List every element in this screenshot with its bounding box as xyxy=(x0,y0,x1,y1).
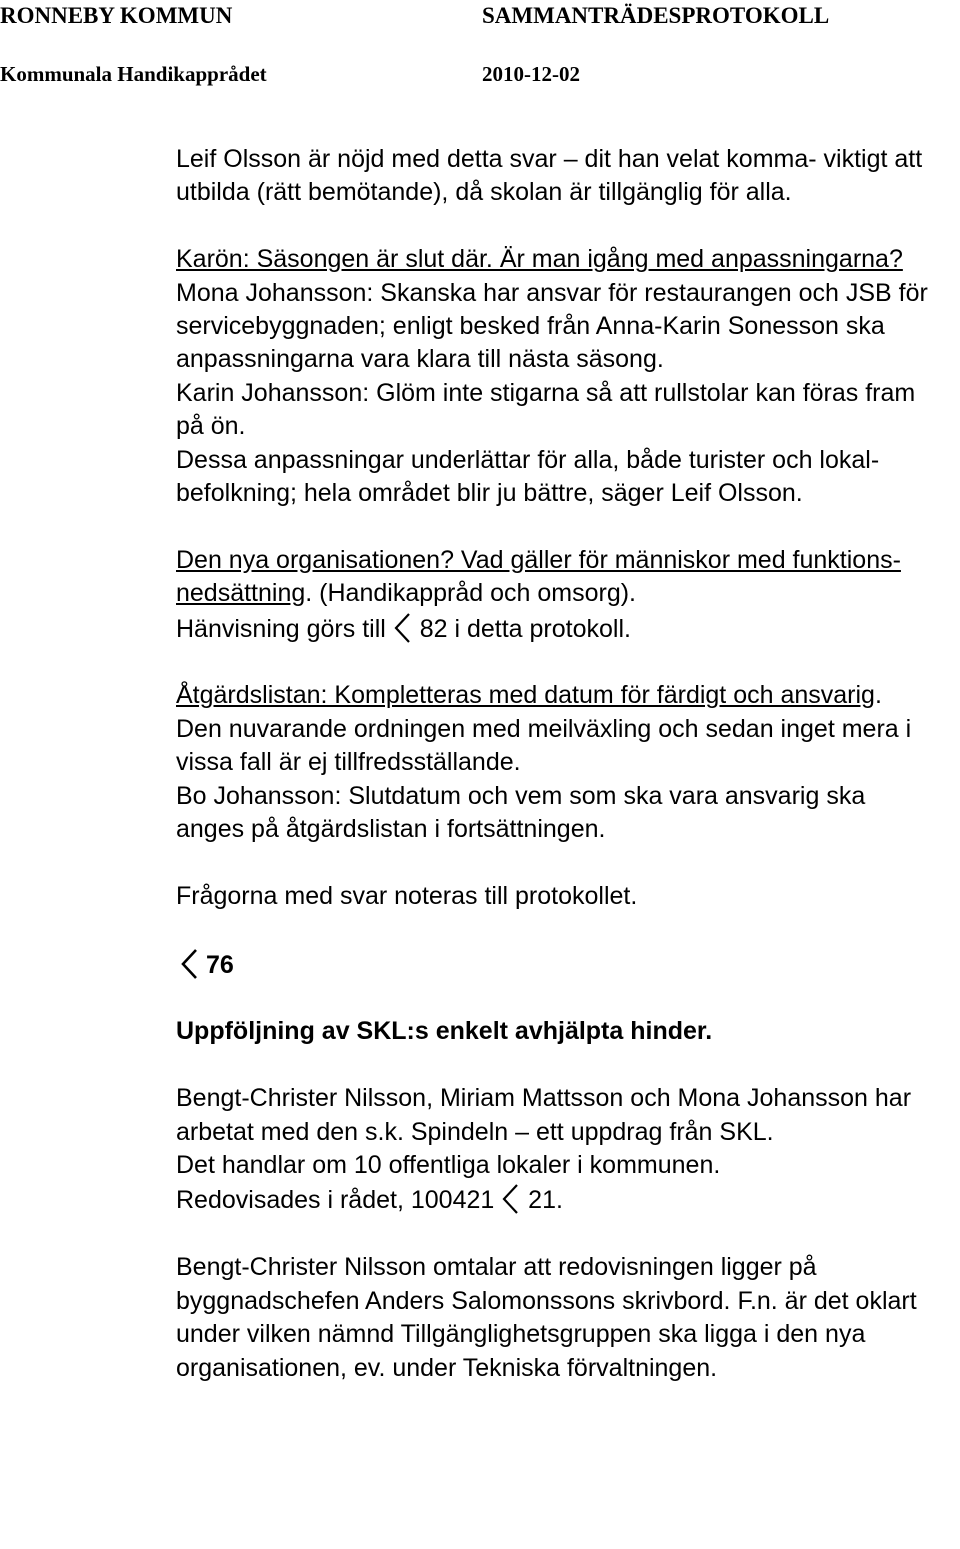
karon-heading: Karön: Säsongen är slut där. Är man igång med anpassningarna? xyxy=(176,245,903,274)
section-number-line xyxy=(176,947,936,982)
meeting-date: 2010-12-02 xyxy=(482,62,580,86)
section-title: Uppföljning av SKL:s enkelt avhjälpta hinder. xyxy=(176,1017,713,1046)
protocol-body xyxy=(176,143,936,1385)
paragraph xyxy=(176,1182,936,1217)
reference-number: 82 i detta protokoll. xyxy=(412,614,631,643)
organisation-heading: Den nya organisationen? Vad gäller för människor med funktions-nedsättning xyxy=(176,545,901,608)
atgardslistan-heading-end: . xyxy=(874,681,882,710)
paragraph: Frågorna med svar noteras till protokollet. xyxy=(176,881,638,910)
section-sign-icon xyxy=(393,611,413,645)
paragraph: Bengt-Christer Nilsson, Miriam Mattsson och Mona Johansson har arbetat med den s.k. Spindeln – ett uppdrag från SKL. xyxy=(176,1084,912,1146)
paragraph: Bo Johansson: Slutdatum och vem som ska vara ansvarig ska anges på åtgärdslistan i fortsättningen. xyxy=(176,781,866,844)
organisation-heading-end: . (Handikappråd och omsorg). xyxy=(305,579,636,608)
section-sign-icon xyxy=(501,1182,521,1216)
paragraph: Det handlar om 10 offentliga lokaler i kommunen. xyxy=(176,1151,721,1180)
reported-number: 21. xyxy=(521,1186,563,1215)
atgard-paragraph xyxy=(176,679,936,712)
paragraph: Dessa anpassningar underlättar för alla, både turister och lokal-befolkning; hela området blir ju bättre, säger Leif Olsson. xyxy=(176,445,880,508)
section-sign-icon xyxy=(180,947,200,981)
atgardslistan-heading: Åtgärdslistan: Kompletteras med datum för färdigt och ansvarig xyxy=(176,681,875,710)
reference-text: Hänvisning görs till xyxy=(176,614,393,643)
paragraph: Den nuvarande ordningen med meilväxling och sedan inget mera i vissa fall är ej tillfredsställande. xyxy=(176,714,912,777)
board-name: Kommunala Handikapprådet xyxy=(0,62,267,86)
section-number: 76 xyxy=(206,950,234,979)
municipality-name: RONNEBY KOMMUN xyxy=(0,3,233,28)
paragraph: Mona Johansson: Skanska har ansvar för restaurangen och JSB för servicebyggnaden; enligt besked från Anna-Karin Sonesson ska anpassningarna vara klara till nästa säsong. xyxy=(176,278,928,374)
document-type: SAMMANTRÄDESPROTOKOLL xyxy=(482,3,830,28)
paragraph: Karin Johansson: Glöm inte stigarna så att rullstolar kan föras fram på ön. xyxy=(176,378,916,441)
reported-text: Redovisades i rådet, 100421 xyxy=(176,1186,502,1215)
organisation-paragraph xyxy=(176,544,936,611)
paragraph: Bengt-Christer Nilsson omtalar att redovisningen ligger på byggnadschefen Anders Salomonssons skrivbord. F.n. är det oklart under vilken nämnd Tillgänglighetsgruppen ska ligga i den nya organisationen, ev. under Tekniska förvaltningen. xyxy=(176,1253,917,1382)
reference-line xyxy=(176,611,936,646)
paragraph: Leif Olsson är nöjd med detta svar – dit han velat komma- viktigt att utbilda (rätt bemötande), då skolan är tillgänglig för alla. xyxy=(176,145,923,207)
